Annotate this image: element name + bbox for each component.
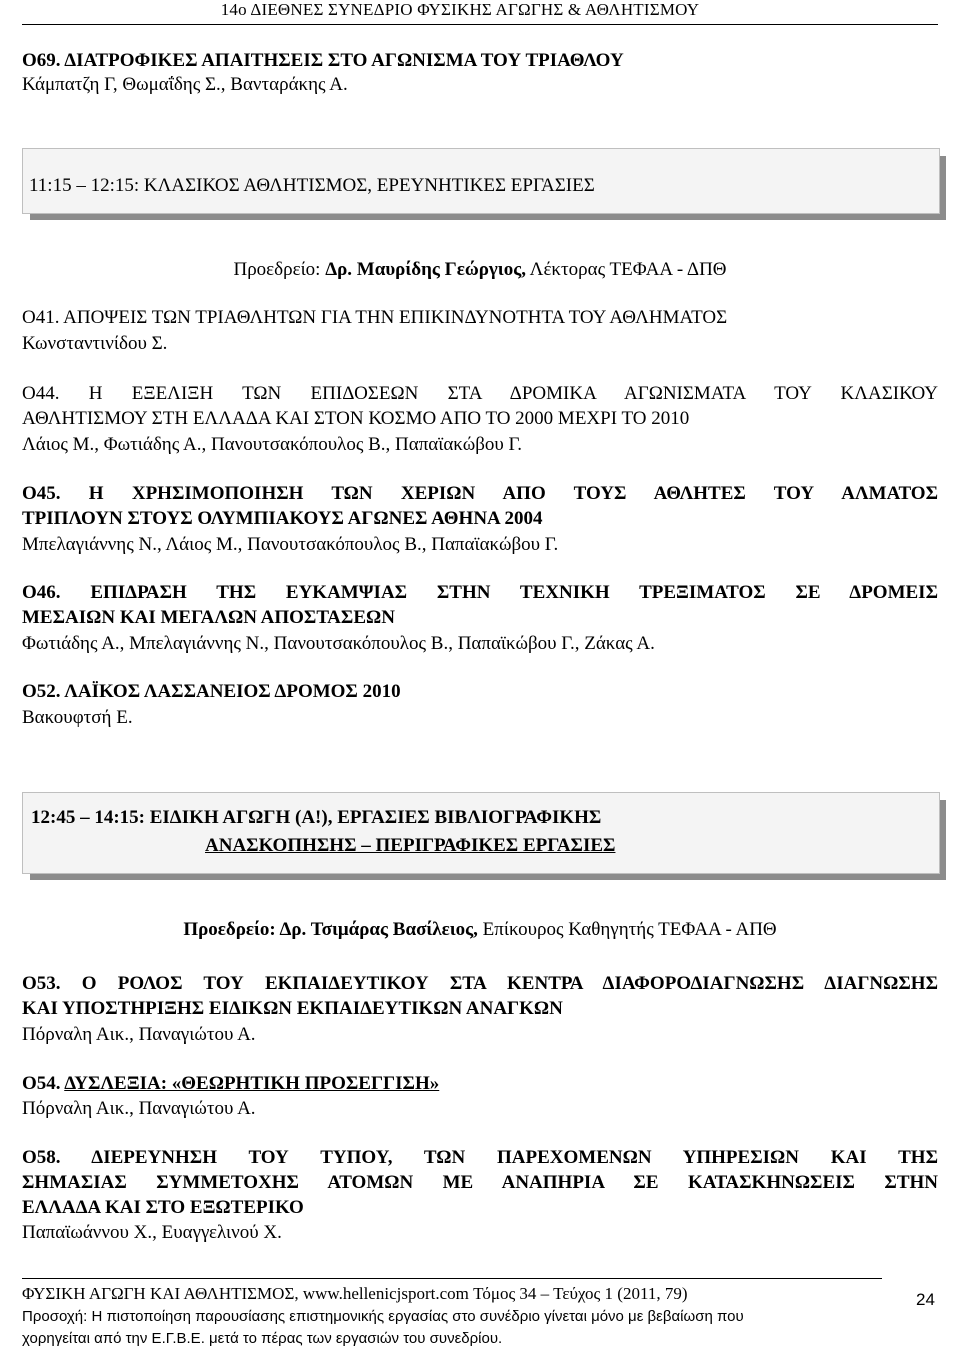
paper-title-o53-line2: ΚΑΙ ΥΠΟΣΤΗΡΙΞΗΣ ΕΙΔΙΚΩΝ ΕΚΠΑΙΔΕΥΤΙΚΩΝ ΑΝΑΓΚΩΝ <box>22 998 563 1019</box>
running-header: 14ο ΔΙΕΘΝΕΣ ΣΥΝΕΔΡΙΟ ΦΥΣΙΚΗΣ ΑΓΩΓΗΣ & ΑΘΛΗΤΙΣΜΟΥ <box>220 0 700 19</box>
paper-title-o45-line2: ΤΡΙΠΛΟΥΝ ΣΤΟΥΣ ΟΛΥΜΠΙΑΚΟΥΣ ΑΓΩΝΕΣ ΑΘΗΝΑ 2004 <box>22 508 543 529</box>
paper-authors-o52: Βακουφτσή Ε. <box>22 707 133 728</box>
paper-title-o58-line1: Ο58. ΔΙΕΡΕΥΝΗΣΗ ΤΟΥ ΤΥΠΟΥ, ΤΩΝ ΠΑΡΕΧΟΜΕΝΩΝ ΥΠΗΡΕΣΙΩΝ ΚΑΙ ΤΗΣ <box>22 1147 938 1168</box>
paper-title-o53-line1: Ο53. Ο ΡΟΛΟΣ ΤΟΥ ΕΚΠΑΙΔΕΥΤΙΚΟΥ ΣΤΑ ΚΕΝΤΡΑ ΔΙΑΦΟΡΟΔΙΑΓΝΩΣΗΣ ΔΙΑΓΝΩΣΗΣ <box>22 973 938 994</box>
paper-authors-o69: Κάμπατζη Γ, Θωμαΐδης Σ., Βανταράκης Α. <box>22 74 348 95</box>
paper-authors-o58: Παπαϊωάννου Χ., Ευαγγελινού Χ. <box>22 1222 282 1243</box>
paper-code-o54: Ο54. <box>22 1073 65 1094</box>
paper-title-o46-line1: Ο46. ΕΠΙΔΡΑΣΗ ΤΗΣ ΕΥΚΑΜΨΙΑΣ ΣΤΗΝ ΤΕΧΝΙΚΗ ΤΡΕΞΙΜΑΤΟΣ ΣΕ ΔΡΟΜΕΙΣ <box>22 582 938 603</box>
chair-name: Δρ. Τσιμάρας Βασίλειος, <box>279 919 478 940</box>
paper-authors-o45: Μπελαγιάννης Ν., Λάιος Μ., Πανουτσακόπουλος Β., Παπαϊακώβου Γ. <box>22 534 559 555</box>
paper-authors-o54: Πόρναλη Αικ., Παναγιώτου Α. <box>22 1098 256 1119</box>
footer-journal: ΦΥΣΙΚΗ ΑΓΩΓΗ ΚΑΙ ΑΘΛΗΤΙΣΜΟΣ, www.hellenicjsport.com Τόμος 34 – Τεύχος 1 (2011, 79) <box>22 1284 688 1303</box>
paper-title-o54 <box>22 1072 439 1096</box>
paper-authors-o53: Πόρναλη Αικ., Παναγιώτου Α. <box>22 1024 256 1045</box>
session-banner-1-text: 11:15 – 12:15: ΚΛΑΣΙΚΟΣ ΑΘΛΗΤΙΣΜΟΣ, ΕΡΕΥΝΗΤΙΚΕΣ ΕΡΓΑΣΙΕΣ <box>29 175 595 196</box>
footer-notice-line1: Προσοχή: Η πιστοποίηση παρουσίασης επιστημονικής εργασίας στο συνέδριο γίνεται μόνο με βεβαίωση που <box>22 1308 744 1325</box>
chair-role: Επίκουρος Καθηγητής ΤΕΦΑΑ - ΑΠΘ <box>477 919 777 940</box>
session-banner-2-line2: ΑΝΑΣΚΟΠΗΣΗΣ – ΠΕΡΙΓΡΑΦΙΚΕΣ ΕΡΓΑΣΙΕΣ <box>205 835 616 856</box>
chair-name: Δρ. Μαυρίδης Γεώργιος, <box>325 259 526 280</box>
session-banner-1 <box>22 148 940 214</box>
paper-title-o44-line2: ΑΘΛΗΤΙΣΜΟΥ ΣΤΗ ΕΛΛΑΔΑ ΚΑΙ ΣΤΟΝ ΚΟΣΜΟ ΑΠΟ ΤΟ 2000 ΜΕΧΡΙ ΤΟ 2010 <box>22 408 690 429</box>
footer-divider <box>22 1278 882 1279</box>
paper-authors-o44: Λάιος Μ., Φωτιάδης Α., Πανουτσακόπουλος Β., Παπαϊακώβου Γ. <box>22 434 522 455</box>
paper-title-o54-text: ΔΥΣΛΕΞΙΑ: «ΘΕΩΡΗΤΙΚΗ ΠΡΟΣΕΓΓΙΣΗ» <box>64 1073 440 1094</box>
paper-title-o46-line2: ΜΕΣΑΙΩΝ ΚΑΙ ΜΕΓΑΛΩΝ ΑΠΟΣΤΑΣΕΩΝ <box>22 607 395 628</box>
paper-title-o58-line3: ΕΛΛΑΔΑ ΚΑΙ ΣΤΟ ΕΞΩΤΕΡΙΚΟ <box>22 1197 304 1218</box>
footer-notice-line2: χορηγείται από την Ε.Γ.Β.Ε. μετά το πέρας των εργασιών του συνεδρίου. <box>22 1330 503 1347</box>
paper-authors-o46: Φωτιάδης Α., Μπελαγιάννης Ν., Πανουτσακόπουλος Β., Παπαϊκώβου Γ., Ζάκας Α. <box>22 633 655 654</box>
session-chair-1 <box>22 258 938 282</box>
page-number: 24 <box>916 1290 935 1309</box>
paper-title-o69: Ο69. ΔΙΑΤΡΟΦΙΚΕΣ ΑΠΑΙΤΗΣΕΙΣ ΣΤΟ ΑΓΩΝΙΣΜΑ ΤΟΥ ΤΡΙΑΘΛΟΥ <box>22 50 624 71</box>
paper-title-o45-line1: Ο45. Η ΧΡΗΣΙΜΟΠΟΙΗΣΗ ΤΩΝ ΧΕΡΙΩΝ ΑΠΟ ΤΟΥΣ ΑΘΛΗΤΕΣ ΤΟΥ ΑΛΜΑΤΟΣ <box>22 483 938 504</box>
chair-role: Λέκτορας ΤΕΦΑΑ - ΔΠΘ <box>525 259 727 280</box>
paper-title-o41: Ο41. ΑΠΟΨΕΙΣ ΤΩΝ ΤΡΙΑΘΛΗΤΩΝ ΓΙΑ ΤΗΝ ΕΠΙΚΙΝΔΥΝΟΤΗΤΑ ΤΟΥ ΑΘΛΗΜΑΤΟΣ <box>22 307 728 328</box>
paper-title-o52: Ο52. ΛΑΪΚΟΣ ΛΑΣΣΑΝΕΙΟΣ ΔΡΟΜΟΣ 2010 <box>22 681 401 702</box>
paper-title-o44-line1: Ο44. Η ΕΞΕΛΙΞΗ ΤΩΝ ΕΠΙΔΟΣΕΩΝ ΣΤΑ ΔΡΟΜΙΚΑ ΑΓΩΝΙΣΜΑΤΑ ΤΟΥ ΚΛΑΣΙΚΟΥ <box>22 383 938 404</box>
chair-label: Προεδρείο: <box>183 919 280 940</box>
paper-title-o58-line2: ΣΗΜΑΣΙΑΣ ΣΥΜΜΕΤΟΧΗΣ ΑΤΟΜΩΝ ΜΕ ΑΝΑΠΗΡΙΑ ΣΕ ΚΑΤΑΣΚΗΝΩΣΕΙΣ ΣΤΗΝ <box>22 1172 938 1193</box>
session-banner-2 <box>22 792 940 874</box>
session-banner-2-line1: 12:45 – 14:15: ΕΙΔΙΚΗ ΑΓΩΓΗ (Α!), ΕΡΓΑΣΙΕΣ ΒΙΒΛΙΟΓΡΑΦΙΚΗΣ <box>31 807 602 828</box>
chair-label: Προεδρείο: <box>233 259 326 280</box>
session-chair-2 <box>22 918 938 942</box>
header-divider <box>22 24 938 25</box>
paper-authors-o41: Κωνσταντινίδου Σ. <box>22 333 168 354</box>
